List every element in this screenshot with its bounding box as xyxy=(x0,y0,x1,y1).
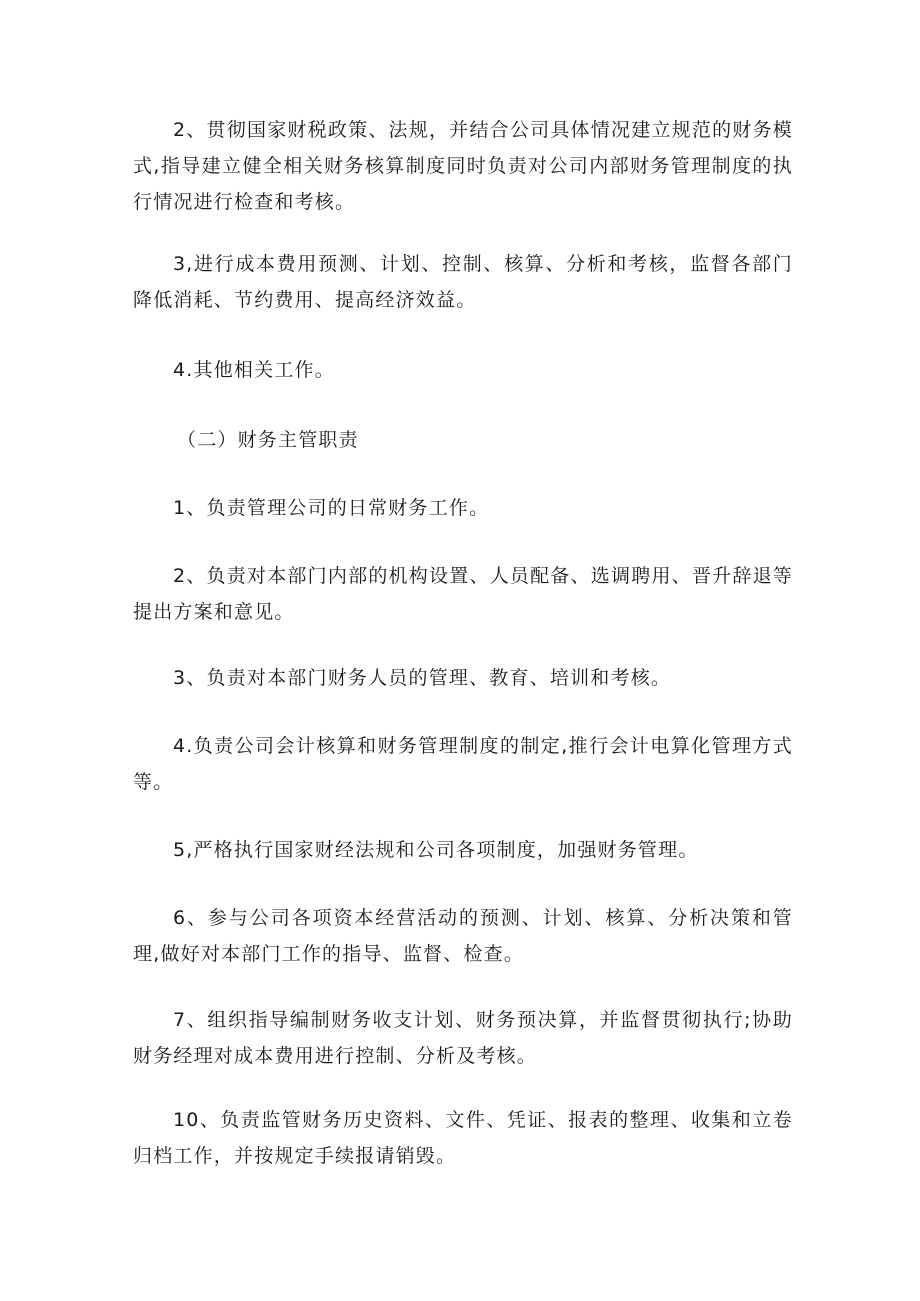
paragraph-supervisor-1-daily-work: 1、负责管理公司的日常财务工作。 xyxy=(173,497,490,519)
paragraph-duty-2-tax-policy: 2、贯彻国家财税政策、法规，并结合公司具体情况建立规范的财务模式,指导建立健全相关财务核算制度同时负责对公司内部财务管理制度的执行情况进行检查和考核。 xyxy=(133,119,793,213)
paragraph-supervisor-7-budget-planning: 7、组织指导编制财务收支计划、财务预决算，并监督贯彻执行;协助财务经理对成本费用进行控制、分析及考核。 xyxy=(133,1009,793,1067)
paragraph-supervisor-6-capital-activities: 6、参与公司各项资本经营活动的预测、计划、核算、分析决策和管理,做好对本部门工作的指导、监督、检查。 xyxy=(133,907,793,965)
paragraph-duty-4-other-work: 4.其他相关工作。 xyxy=(173,359,335,381)
paragraph-duty-3-cost-control: 3,进行成本费用预测、计划、控制、核算、分析和考核，监督各部门降低消耗、节约费用、提高经济效益。 xyxy=(133,253,793,311)
section-heading-finance-supervisor: （二）财务主管职责 xyxy=(177,429,359,451)
paragraph-supervisor-10-archives: 10、负责监管财务历史资料、文件、凭证、报表的整理、收集和立卷归档工作，并按规定手续报请销毁。 xyxy=(133,1109,793,1167)
paragraph-supervisor-3-training: 3、负责对本部门财务人员的管理、教育、培训和考核。 xyxy=(173,667,672,689)
paragraph-supervisor-4-accounting-system: 4.负责公司会计核算和财务管理制度的制定,推行会计电算化管理方式等。 xyxy=(133,735,793,793)
paragraph-supervisor-2-staffing: 2、负责对本部门内部的机构设置、人员配备、选调聘用、晋升辞退等提出方案和意见。 xyxy=(133,565,793,623)
paragraph-supervisor-5-regulations: 5,严格执行国家财经法规和公司各项制度，加强财务管理。 xyxy=(173,839,699,861)
